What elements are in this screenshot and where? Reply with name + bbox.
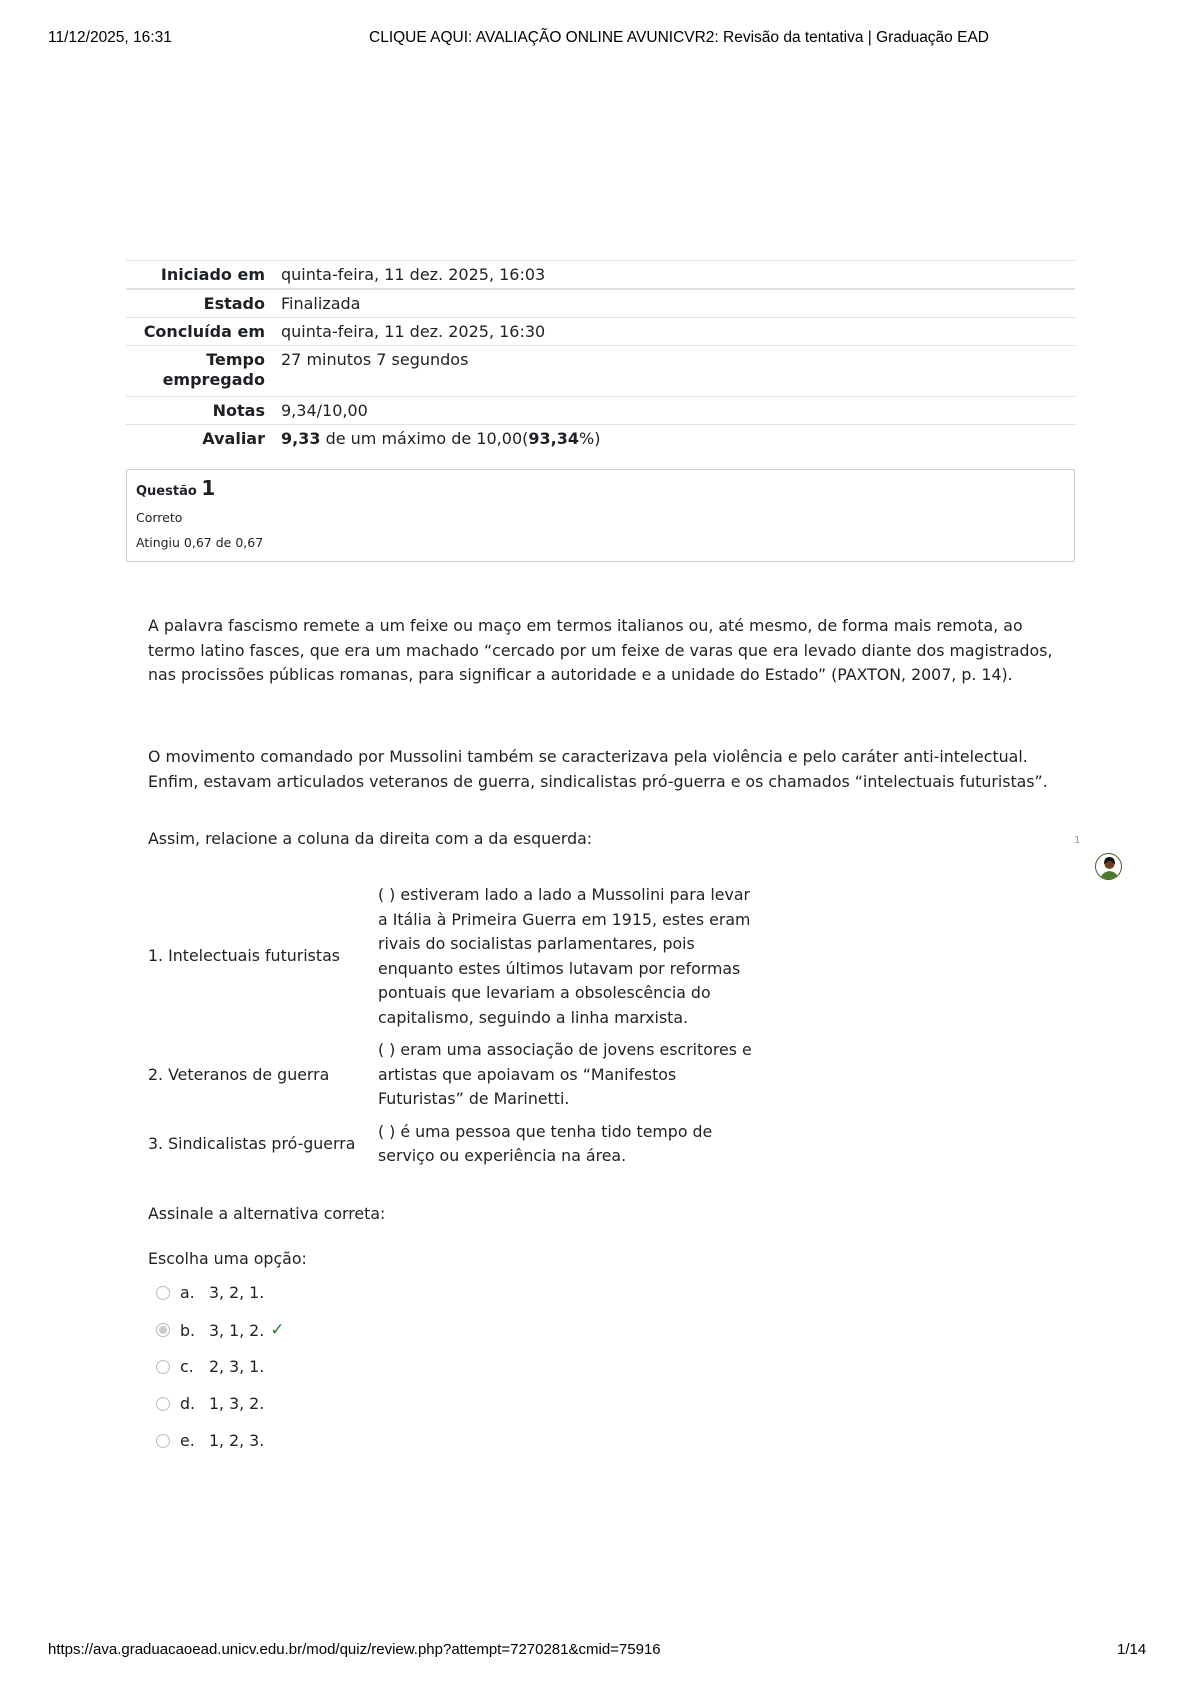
summary-row bbox=[126, 318, 1075, 346]
summary-label: Estado bbox=[126, 289, 281, 318]
summary-value: 9,34/10,00 bbox=[281, 397, 1075, 425]
option-letter: c. bbox=[180, 1357, 194, 1376]
page-title: CLIQUE AQUI: AVALIAÇÃO ONLINE AVUNICVR2: Revisão da tentativa | Graduação EAD bbox=[369, 29, 989, 46]
question-info-box bbox=[126, 469, 1075, 562]
option-letter: e. bbox=[180, 1431, 195, 1450]
question-paragraph: A palavra fascismo remete a um feixe ou maço em termos italianos ou, até mesmo, de forma mais remota, ao termo latino fasces, que era um machado “cercado por um feixe de varas que era levado diante dos magistrados, nas procissões públicas romanas, para significar a autoridade e a unidade do Estado” (PAXTON, 2007, p. 14). bbox=[148, 616, 1053, 684]
matching-row bbox=[148, 883, 758, 1030]
question-paragraph: O movimento comandado por Mussolini também se caracterizava pela violência e pelo caráter anti-intelectual. Enfim, estavam articulados veteranos de guerra, sindicalistas pró-guerra e os chamados “intelectuais futuristas”. bbox=[148, 747, 1048, 791]
summary-label: Concluída em bbox=[126, 318, 281, 346]
right-item: ( ) é uma pessoa que tenha tido tempo de serviço ou experiência na área. bbox=[378, 1121, 713, 1165]
check-icon: ✓ bbox=[270, 1320, 285, 1340]
options-prompt: Escolha uma opção: bbox=[148, 1249, 307, 1268]
left-item: 3. Sindicalistas pró-guerra bbox=[148, 1133, 356, 1153]
radio-button[interactable] bbox=[156, 1397, 170, 1411]
radio-button[interactable] bbox=[156, 1286, 170, 1300]
question-status: Correto bbox=[136, 510, 183, 525]
radio-button-selected[interactable] bbox=[156, 1323, 170, 1337]
option-text: 1, 2, 3. bbox=[209, 1431, 265, 1450]
summary-value bbox=[281, 425, 1075, 453]
page-url: https://ava.graduacaoead.unicv.edu.br/mod/quiz/review.php?attempt=7270281&cmid=75916 bbox=[48, 1641, 661, 1658]
radio-button[interactable] bbox=[156, 1360, 170, 1374]
matching-row bbox=[148, 1038, 758, 1112]
grade-percent: 93,34 bbox=[528, 429, 579, 448]
option-c[interactable] bbox=[156, 1357, 264, 1376]
option-letter: b. bbox=[180, 1320, 196, 1340]
matching-table bbox=[148, 883, 758, 1177]
question-number: Questão 1 bbox=[136, 476, 216, 500]
matching-row bbox=[148, 1120, 758, 1169]
grade-text-end: %) bbox=[578, 429, 601, 448]
summary-label: Avaliar bbox=[126, 425, 281, 453]
option-letter: d. bbox=[180, 1394, 196, 1413]
option-d[interactable] bbox=[156, 1394, 264, 1413]
summary-row bbox=[126, 346, 1075, 397]
summary-value: Finalizada bbox=[281, 289, 1075, 318]
summary-value: quinta-feira, 11 dez. 2025, 16:03 bbox=[281, 261, 1075, 290]
question-paragraph: Assim, relacione a coluna da direita com a da esquerda: bbox=[148, 829, 593, 848]
summary-label: Tempo empregado bbox=[126, 346, 281, 397]
summary-row bbox=[126, 425, 1075, 453]
option-letter: a. bbox=[180, 1283, 195, 1302]
summary-value: 27 minutos 7 segundos bbox=[281, 346, 1075, 397]
right-item: ( ) estiveram lado a lado a Mussolini para levar a Itália à Primeira Guerra em 1915, estes eram rivais do socialistas parlamentares, pois enquanto estes últimos lutavam por reformas pontuais que levariam a obsolescência do capitalismo, seguindo a linha marxista. bbox=[378, 885, 751, 1027]
side-badge: 1 bbox=[1074, 835, 1081, 846]
radio-button[interactable] bbox=[156, 1434, 170, 1448]
option-text: 1, 3, 2. bbox=[209, 1394, 265, 1413]
option-text: 3, 2, 1. bbox=[209, 1283, 265, 1302]
summary-row bbox=[126, 397, 1075, 425]
option-a[interactable] bbox=[156, 1283, 264, 1302]
left-item: 2. Veteranos de guerra bbox=[148, 1064, 330, 1084]
summary-value: quinta-feira, 11 dez. 2025, 16:30 bbox=[281, 318, 1075, 346]
grade-text: de um máximo de 10,00( bbox=[320, 429, 529, 448]
summary-label: Notas bbox=[126, 397, 281, 425]
summary-label: Iniciado em bbox=[126, 261, 281, 290]
right-item: ( ) eram uma associação de jovens escritores e artistas que apoiavam os “Manifestos Futuristas” de Marinetti. bbox=[378, 1040, 752, 1108]
summary-row bbox=[126, 289, 1075, 318]
print-datetime: 11/12/2025, 16:31 bbox=[48, 29, 172, 46]
attempt-summary-table bbox=[126, 260, 1075, 452]
option-text: 3, 1, 2. bbox=[209, 1320, 265, 1340]
grade-value: 9,33 bbox=[281, 429, 321, 448]
summary-row bbox=[126, 261, 1075, 290]
question-score: Atingiu 0,67 de 0,67 bbox=[136, 535, 264, 550]
avatar-icon[interactable] bbox=[1095, 853, 1122, 880]
instruction: Assinale a alternativa correta: bbox=[148, 1204, 386, 1223]
option-b[interactable] bbox=[156, 1320, 285, 1340]
left-item: 1. Intelectuais futuristas bbox=[148, 946, 340, 966]
option-text: 2, 3, 1. bbox=[209, 1357, 265, 1376]
page-number: 1/14 bbox=[1117, 1641, 1147, 1658]
option-e[interactable] bbox=[156, 1431, 264, 1450]
